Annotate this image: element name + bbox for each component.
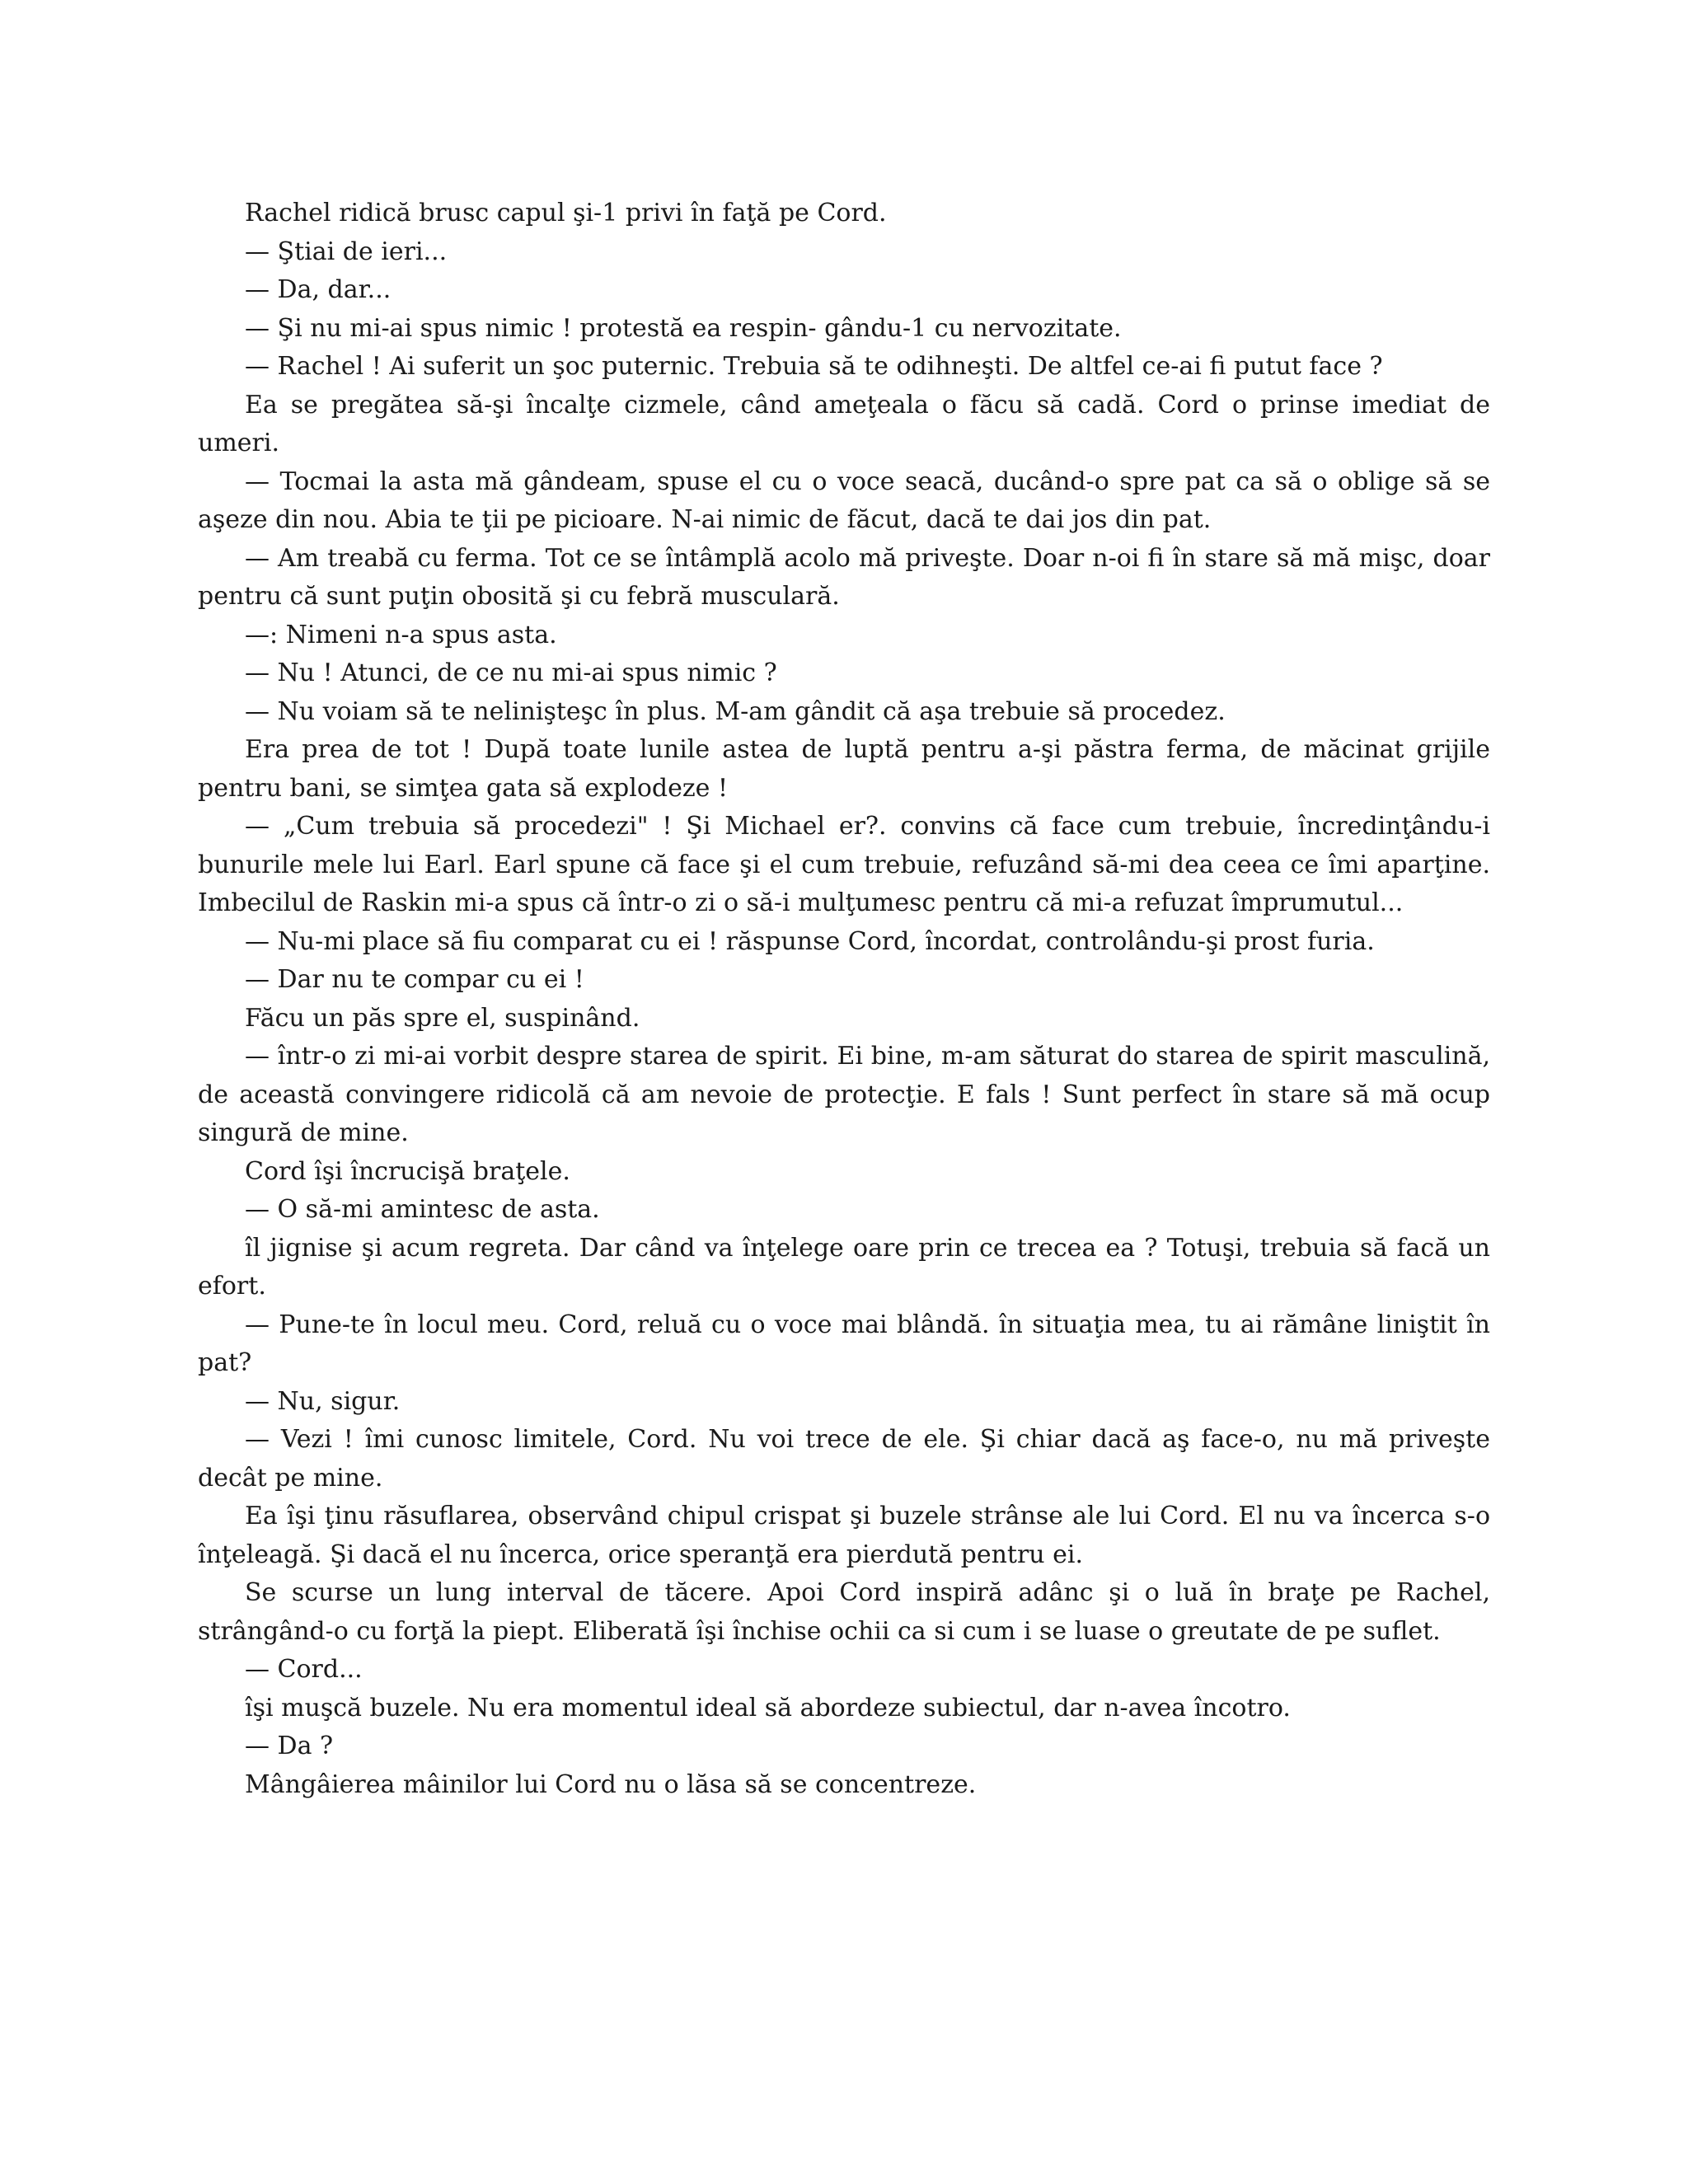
paragraph: — într-o zi mi-ai vorbit despre starea de spirit. Ei bine, m-am săturat do starea de spirit masculină, de această convingere ridicolă că am nevoie de protecţie. E fals ! Sunt perfect în stare să mă ocup singură de mine. <box>198 1042 1490 1147</box>
paragraph: Rachel ridică brusc capul şi-1 privi în faţă pe Cord. <box>245 199 887 227</box>
paragraph: Se scurse un lung interval de tăcere. Apoi Cord inspiră adânc şi o luă în braţe pe Rachel, strângând-o cu forţă la piept. Eliberată îşi închise ochii ca si cum i se luase o greutate de pe suflet. <box>198 1578 1490 1646</box>
paragraph: — Tocmai la asta mă gândeam, spuse el cu o voce seacă, ducând-o spre pat ca să o oblige să se aşeze din nou. Abia te ţii pe picioare. N-ai nimic de făcut, dacă te dai jos din pat. <box>198 466 1490 534</box>
paragraph: Făcu un păs spre el, suspinând. <box>245 1003 640 1033</box>
paragraph: îşi muşcă buzele. Nu era momentul ideal să abordeze subiectul, dar n-avea încotro. <box>245 1693 1291 1722</box>
paragraph: — Cord... <box>245 1655 363 1684</box>
paragraph: Ea îşi ţinu răsuflarea, observând chipul crispat şi buzele strânse ale lui Cord. El nu va încerca s-o înţeleagă. Şi dacă el nu încerca, orice speranţă era pierdută pentru ei. <box>198 1502 1490 1569</box>
paragraph: Era prea de tot ! După toate lunile astea de luptă pentru a-şi păstra ferma, de măcinat grijile pentru bani, se simţea gata să explodeze ! <box>198 735 1490 803</box>
paragraph: — O să-mi amintesc de asta. <box>245 1195 600 1224</box>
paragraph: — Pune-te în locul meu. Cord, reluă cu o voce mai blândă. în situaţia mea, tu ai rămâne liniştit în pat? <box>198 1310 1490 1377</box>
paragraph: —: Nimeni n-a spus asta. <box>245 620 557 649</box>
paragraph: Ea se pregătea să-şi încalţe cizmele, când ameţeala o făcu să cadă. Cord o prinse imediat de umeri. <box>198 390 1490 457</box>
paragraph: — Am treabă cu ferma. Tot ce se întâmplă acolo mă priveşte. Doar n-oi fi în stare să mă mişc, doar pentru că sunt puţin obosită şi cu febră musculară. <box>198 543 1490 611</box>
paragraph: — Ştiai de ieri... <box>245 237 448 266</box>
paragraph: — Şi nu mi-ai spus nimic ! protestă ea respin- gându-1 cu nervozitate. <box>245 313 1122 343</box>
paragraph: — Nu-mi place să fiu comparat cu ei ! răspunse Cord, încordat, controlându-şi prost furia. <box>245 926 1375 956</box>
paragraph: — Vezi ! îmi cunosc limitele, Cord. Nu voi trece de ele. Şi chiar dacă aş face-o, nu mă priveşte decât pe mine. <box>198 1425 1490 1493</box>
paragraph: — Nu, sigur. <box>245 1386 401 1416</box>
paragraph: — Nu voiam să te nelinişteşc în plus. M-am gândit că aşa trebuie să procedez. <box>245 696 1226 726</box>
paragraph: — Rachel ! Ai suferit un şoc puternic. Trebuia să te odihneşti. De altfel ce-ai fi putut face ? <box>245 352 1383 381</box>
paragraph: — Da ? <box>245 1732 334 1760</box>
paragraph: Mângâierea mâinilor lui Cord nu o lăsa să se concentreze. <box>245 1769 977 1799</box>
paragraph: — „Cum trebuia să procedezi" ! Şi Michael er?. convins că face cum trebuie, încredinţându-i bunurile mele lui Earl. Earl spune că face şi el cum trebuie, refuzând să-mi dea ceea ce îmi aparţine. Imbecilul de Raskin mi-a spus că într-o zi o să-i mulţumesc pentru că mi-a refuzat împrumutul... <box>198 812 1490 917</box>
paragraph: îl jignise şi acum regreta. Dar când va înţelege oare prin ce trecea ea ? Totuşi, trebuia să facă un efort. <box>198 1233 1490 1301</box>
document-page <box>198 194 1490 1804</box>
paragraph: — Da, dar... <box>245 275 392 304</box>
paragraph: Cord îşi încrucişă braţele. <box>245 1156 570 1186</box>
paragraph: — Nu ! Atunci, de ce nu mi-ai spus nimic ? <box>245 658 777 687</box>
paragraph: — Dar nu te compar cu ei ! <box>245 965 584 994</box>
